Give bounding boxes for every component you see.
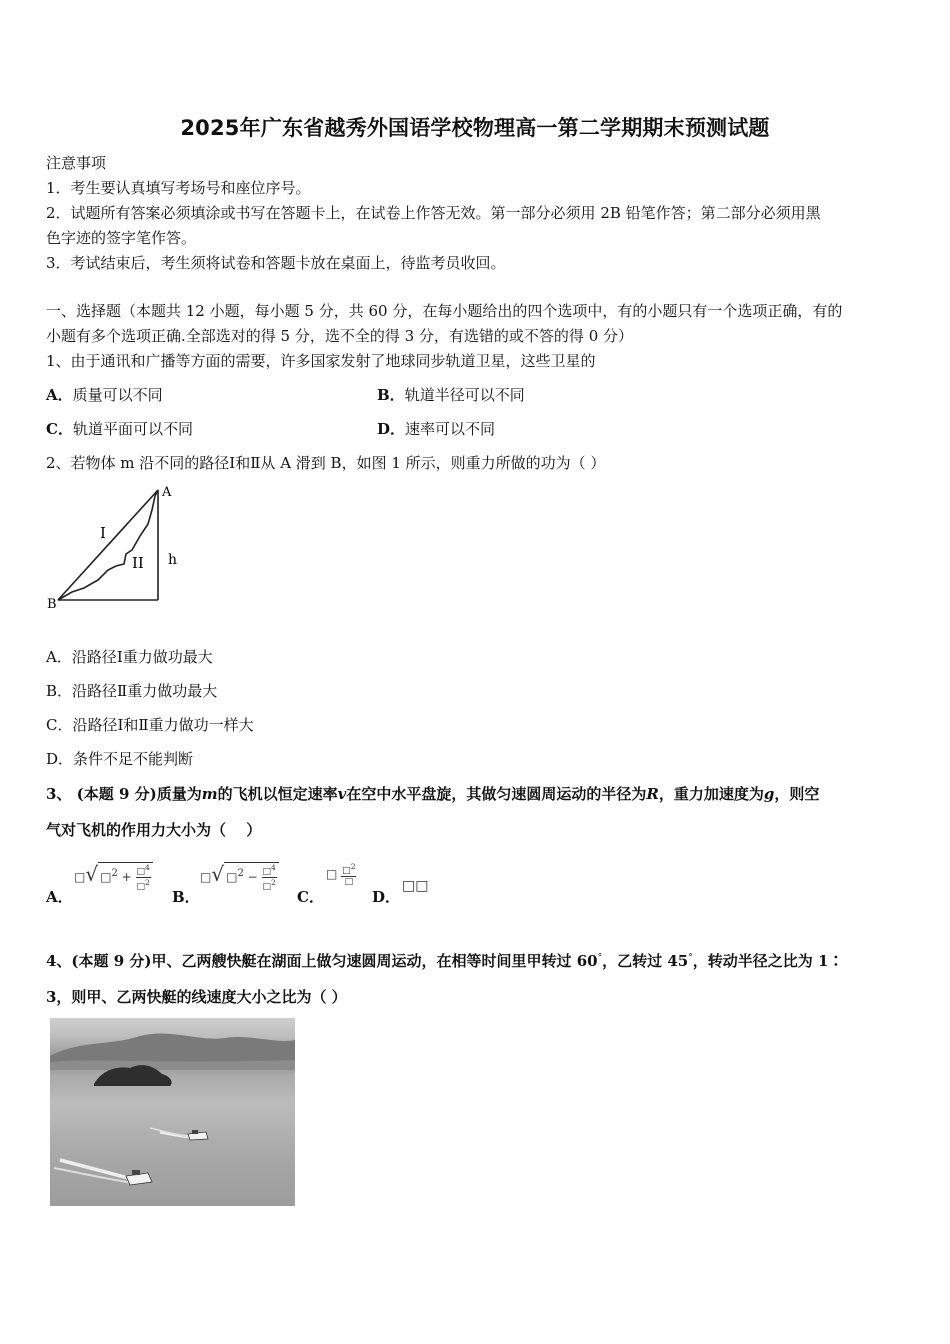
q1-option-a-label: A． [46, 386, 73, 404]
height-label: h [168, 552, 178, 568]
q1-option-c [46, 417, 193, 441]
notice-heading: 注意事项 [46, 154, 107, 172]
placeholder-box: □ [342, 866, 351, 876]
q3-option-d-label: D． [372, 888, 401, 906]
placeholder-box: □ [326, 867, 338, 881]
point-b-label: B [47, 597, 57, 612]
superscript: 2 [271, 878, 276, 887]
q2-option-a: A．沿路径Ⅰ重力做功最大 [46, 648, 213, 666]
q1-option-d [377, 417, 495, 441]
superscript: 4 [271, 863, 276, 872]
q3-option-b-formula [200, 862, 279, 892]
q3-option-d-formula: □□ [402, 878, 429, 894]
minus-sign: − [247, 870, 258, 884]
placeholder-box: □ [344, 877, 354, 887]
q3-prefix: 3、 (本题 9 分)质量为 [46, 785, 202, 803]
q4-text-3: ，转动半径之比为 1∶ [692, 952, 844, 970]
fraction [262, 863, 277, 892]
plus-sign: + [121, 870, 132, 884]
q3-option-a-label: A． [46, 888, 73, 906]
section1-line1: 一、选择题（本题共 12 小题，每小题 5 分，共 60 分，在每小题给出的四个选项中，有的小题只有一个选项正确，有的 [46, 302, 843, 320]
notice-item-2b: 色字迹的签字笔作答。 [46, 229, 197, 247]
q2-stem: 2、若物体 m 沿不同的路径Ⅰ和Ⅱ从 A 滑到 B，如图 1 所示，则重力所做的功为（ ） [46, 454, 606, 472]
sqrt-sign: √ [211, 862, 225, 886]
q3-var-m: m [201, 785, 218, 803]
q3-text-1: 的飞机以恒定速率 [217, 785, 338, 803]
placeholder-box: □ [136, 882, 146, 892]
superscript: 2 [237, 868, 244, 879]
notice-item-2a: 2．试题所有答案必须填涂或书写在答题卡上，在试卷上作答无效。第一部分必须用 2B 铅笔作答；第二部分必须用黑 [46, 204, 821, 222]
path-two-label: II [132, 554, 144, 572]
placeholder-box: □ [200, 870, 212, 884]
degree-sign: ° [597, 953, 603, 963]
q1-option-c-label: C． [46, 420, 73, 438]
notice-item-3: 3．考试结束后，考生须将试卷和答题卡放在桌面上，待监考员收回。 [46, 254, 506, 272]
fraction [341, 862, 356, 887]
q1-stem: 1、由于通讯和广播等方面的需要，许多国家发射了地球同步轨道卫星，这些卫星的 [46, 352, 596, 370]
placeholder-box: □ [100, 870, 112, 884]
q3-var-v: v [337, 785, 347, 803]
q2-figure [44, 482, 194, 612]
q1-option-d-text: 速率可以不同 [405, 420, 496, 438]
superscript: 2 [350, 862, 356, 871]
section1-line2: 小题有多个选项正确.全部选对的得 5 分，选不全的得 3 分，有选错的或不答的得 0 分） [46, 327, 634, 345]
speedboat-lake-photo [50, 1018, 295, 1206]
sqrt-sign: √ [85, 862, 99, 886]
sqrt-content [98, 862, 153, 892]
q3-stem-line2: 气对飞机的作用力大小为（ ） [46, 821, 262, 839]
photo-drawing [50, 1018, 295, 1206]
page-title: 2025年广东省越秀外国语学校物理高一第二学期期末预测试题 [180, 116, 770, 140]
q3-text-4: ，则空 [774, 785, 820, 803]
placeholder-box: □ [226, 870, 238, 884]
q3-text-3: ，重力加速度为 [658, 785, 764, 803]
q3-option-a-formula [74, 862, 153, 892]
q1-option-a-text: 质量可以不同 [72, 386, 163, 404]
q4-text-2: ，乙转过 45 [602, 952, 689, 970]
q3-stem-line1 [46, 782, 819, 806]
q1-option-b-text: 轨道半径可以不同 [404, 386, 525, 404]
q3-var-g: g [763, 785, 775, 803]
q2-option-b: B．沿路径Ⅱ重力做功最大 [46, 682, 218, 700]
speedboat-1-cabin [192, 1130, 198, 1134]
q4-stem-line1 [46, 946, 843, 973]
q3-option-b-label: B． [172, 888, 200, 906]
q1-option-c-text: 轨道平面可以不同 [72, 420, 193, 438]
q4-text-1: 4、(本题 9 分)甲、乙两艘快艇在湖面上做匀速圆周运动，在相等时间里甲转过 60 [46, 952, 598, 970]
q3-var-r: R [646, 785, 659, 803]
q2-option-d: D．条件不足不能判断 [46, 750, 194, 768]
superscript: 2 [145, 878, 150, 887]
q1-option-b [377, 383, 525, 407]
distant-mountains [50, 1033, 295, 1062]
placeholder-box: □ [136, 867, 146, 877]
q1-option-a [46, 383, 163, 407]
q1-option-d-label: D． [377, 420, 406, 438]
q4-stem-line2: 3，则甲、乙两快艇的线速度大小之比为（ ） [46, 988, 347, 1006]
far-shore [50, 1060, 295, 1070]
placeholder-box: □ [262, 882, 272, 892]
speedboat-2-cabin [132, 1170, 140, 1175]
path-one-line [58, 490, 158, 600]
notice-item-1: 1．考生要认真填写考场号和座位序号。 [46, 179, 311, 197]
placeholder-box: □ [262, 867, 272, 877]
superscript: 4 [145, 863, 150, 872]
placeholder-box: □ [74, 870, 86, 884]
point-a-label: A [162, 485, 172, 500]
q3-option-c-formula [326, 862, 356, 887]
path-one-label: I [100, 524, 106, 542]
degree-sign: ° [688, 953, 693, 963]
q1-option-b-label: B． [377, 386, 405, 404]
fraction [136, 863, 151, 892]
sqrt-content [224, 862, 279, 892]
superscript: 2 [111, 868, 118, 879]
q3-option-c-label: C． [297, 888, 324, 906]
q2-option-c: C．沿路径Ⅰ和Ⅱ重力做功一样大 [46, 716, 254, 734]
q3-text-2: 在空中水平盘旋，其做匀速圆周运动的半径为 [346, 785, 647, 803]
